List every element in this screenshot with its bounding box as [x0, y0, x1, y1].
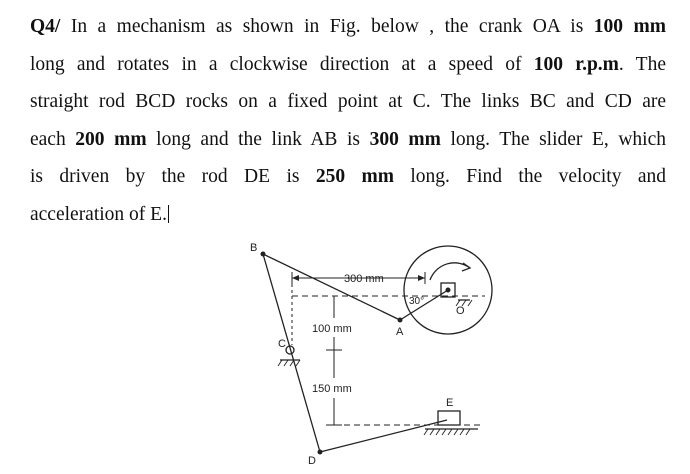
label-e: E — [446, 397, 454, 409]
link-ab — [263, 254, 400, 320]
dim-300mm: 300 mm — [344, 273, 384, 285]
problem-text-run: 200 mm — [75, 128, 147, 150]
problem-text-run: 100 r.p.m — [533, 53, 619, 75]
problem-text-run: long and rotates in a clockwise direction at a speed of — [30, 53, 534, 75]
label-b: B — [250, 242, 258, 254]
problem-text-run: Q4/ — [30, 16, 61, 37]
label-c: C — [278, 338, 286, 350]
label-d: D — [308, 455, 316, 467]
problem-text-run: each — [30, 128, 76, 150]
problem-text-run: 250 mm — [315, 166, 394, 188]
problem-text-run: long. Find the velocity and — [393, 166, 666, 188]
angle-label: 30° — [409, 296, 425, 307]
problem-text-run: 100 mm — [593, 16, 666, 37]
rotation-arrow-icon — [430, 263, 470, 280]
problem-text-run: acceleration of E. — [30, 203, 167, 225]
label-o: O — [456, 305, 465, 317]
dim-100mm: 100 mm — [312, 323, 352, 335]
problem-text-run: straight rod BCD rocks on a fixed point at C. The links BC and CD are — [30, 91, 666, 113]
problem-text-run: long and the link AB is — [146, 128, 370, 150]
problem-text-run: long. The slider E, which — [440, 128, 666, 150]
problem-text-run: In a mechanism as shown in Fig. below , the crank OA is — [60, 16, 594, 37]
label-a: A — [396, 326, 404, 338]
problem-text-run: is driven by the rod DE is — [30, 166, 316, 188]
dim-150mm: 150 mm — [312, 383, 352, 395]
slider-e — [438, 411, 460, 425]
problem-text-run: . The — [618, 53, 666, 75]
problem-text-run: 300 mm — [369, 128, 441, 150]
